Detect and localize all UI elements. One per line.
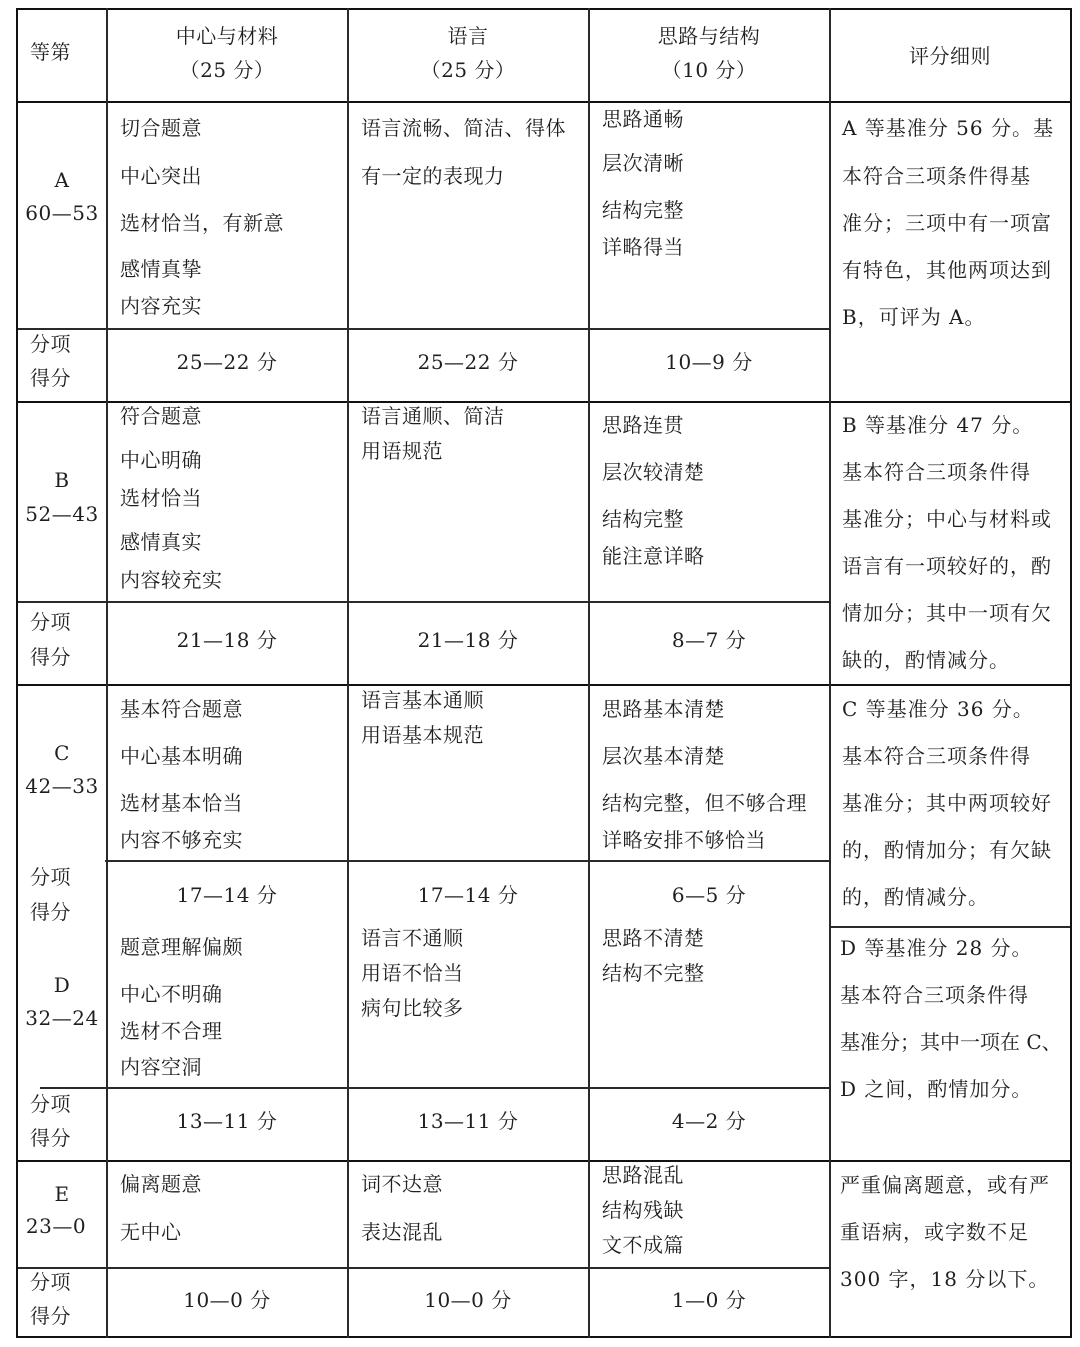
col-line: [347, 8, 349, 1338]
language-item: 病句比较多: [361, 996, 464, 1020]
rules-line: 情加分；其中一项有欠: [842, 601, 1052, 625]
content-score: 13—11 分: [176, 1109, 278, 1133]
grade-separator: [16, 1160, 1072, 1162]
table-top-border: [16, 8, 1072, 10]
content-item: 选材不合理: [120, 1019, 223, 1043]
content-item: 感情真挚: [120, 257, 202, 281]
rules-line: 的，酌情加分；有欠缺: [842, 838, 1052, 862]
header-structure-points: （10 分）: [661, 58, 757, 82]
structure-item: 思路不清楚: [602, 926, 705, 950]
rules-line: 严重偏离题意，或有严: [840, 1173, 1050, 1197]
rules-line: 基本符合三项条件得: [842, 744, 1031, 768]
header-language-title: 语言: [447, 24, 489, 48]
row-line: [16, 328, 830, 330]
header-content-points: （25 分）: [179, 58, 275, 82]
sub-score-label: 得分: [30, 366, 71, 390]
sub-score-label: 得分: [30, 1126, 71, 1150]
rules-line: 有特色，其他两项达到: [842, 258, 1052, 282]
language-score: 13—11 分: [417, 1109, 519, 1133]
content-item: 切合题意: [120, 116, 202, 140]
grade-range: 42—33: [25, 774, 99, 798]
content-item: 内容充实: [120, 294, 202, 318]
rules-line: 基本符合三项条件得: [842, 460, 1031, 484]
content-item: 感情真实: [120, 530, 202, 554]
language-item: 用语规范: [361, 439, 443, 463]
row-line: [590, 860, 830, 862]
language-item: 有一定的表现力: [361, 164, 505, 188]
rules-line: 重语病，或字数不足: [840, 1220, 1029, 1244]
structure-score: 8—7 分: [671, 628, 747, 652]
content-item: 选材恰当: [120, 486, 202, 510]
content-item: 中心基本明确: [120, 744, 243, 768]
structure-item: 结构完整: [602, 507, 684, 531]
rules-line: C 等基准分 36 分。: [842, 697, 1034, 721]
row-line: [40, 1087, 830, 1089]
language-item: 语言通顺、简洁: [361, 404, 505, 428]
col-line: [106, 8, 108, 1338]
structure-item: 结构完整，但不够合理: [602, 791, 807, 815]
header-content-title: 中心与材料: [175, 24, 279, 48]
language-score: 25—22 分: [417, 350, 519, 374]
structure-item: 详略安排不够恰当: [602, 828, 766, 852]
grade-range: 23—0: [25, 1214, 87, 1238]
rules-line: 本符合三项条件得基: [842, 164, 1031, 188]
grade-letter: B: [54, 468, 70, 492]
grade-letter: E: [54, 1182, 70, 1206]
structure-score: 6—5 分: [671, 883, 747, 907]
rules-line: B，可评为 A。: [842, 305, 986, 329]
row-line: [16, 601, 830, 603]
sub-score-label: 分项: [30, 865, 71, 889]
content-score: 21—18 分: [176, 628, 278, 652]
language-item: 词不达意: [361, 1172, 443, 1196]
rules-line: 语言有一项较好的，酌: [842, 554, 1052, 578]
sub-score-label: 得分: [30, 1304, 71, 1328]
table-right-border: [1070, 8, 1072, 1338]
header-structure-title: 思路与结构: [657, 24, 761, 48]
content-score: 10—0 分: [183, 1288, 271, 1312]
rules-line: 的，酌情减分。: [842, 885, 989, 909]
sub-score-label: 分项: [30, 332, 71, 356]
content-item: 无中心: [120, 1220, 182, 1244]
sub-score-label: 得分: [30, 900, 71, 924]
content-item: 选材基本恰当: [120, 791, 243, 815]
structure-item: 结构不完整: [602, 961, 705, 985]
language-score: 21—18 分: [417, 628, 519, 652]
structure-item: 详略得当: [602, 235, 684, 259]
language-item: 语言基本通顺: [361, 688, 484, 712]
grade-range: 52—43: [25, 502, 99, 526]
content-item: 中心明确: [120, 448, 202, 472]
content-item: 题意理解偏颇: [120, 935, 243, 959]
structure-item: 层次较清楚: [602, 460, 705, 484]
grade-letter: D: [53, 973, 71, 997]
content-score: 17—14 分: [176, 883, 278, 907]
sub-score-label: 分项: [30, 1270, 71, 1294]
header-bottom-border: [16, 101, 1072, 103]
rules-line: 300 字，18 分以下。: [840, 1267, 1050, 1291]
content-item: 选材恰当，有新意: [120, 211, 284, 235]
col-line: [829, 8, 831, 1338]
structure-score: 4—2 分: [671, 1109, 747, 1133]
structure-item: 层次基本清楚: [602, 744, 725, 768]
table-bottom-border: [16, 1336, 1072, 1338]
language-item: 语言不通顺: [361, 926, 464, 950]
structure-item: 文不成篇: [602, 1233, 684, 1257]
rules-line: 准分；三项中有一项富: [842, 211, 1052, 235]
content-item: 内容不够充实: [120, 828, 243, 852]
grade-range: 32—24: [25, 1006, 99, 1030]
content-item: 中心不明确: [120, 982, 223, 1006]
structure-item: 层次清晰: [602, 151, 684, 175]
structure-score: 1—0 分: [671, 1288, 747, 1312]
header-grade: 等第: [30, 40, 71, 64]
structure-item: 结构残缺: [602, 1198, 684, 1222]
rules-line: 基准分；其中一项在 C、: [840, 1030, 1062, 1054]
content-item: 内容空洞: [120, 1055, 202, 1079]
sub-score-label: 分项: [30, 610, 71, 634]
grade-letter: C: [54, 741, 70, 765]
structure-item: 思路连贯: [602, 413, 684, 437]
grade-letter: A: [54, 168, 70, 192]
rules-line: D 等基准分 28 分。: [840, 936, 1033, 960]
grade-separator: [16, 401, 1072, 403]
rules-line: B 等基准分 47 分。: [842, 413, 1034, 437]
structure-item: 思路混乱: [602, 1163, 684, 1187]
language-item: 用语基本规范: [361, 723, 484, 747]
grade-separator: [16, 684, 1072, 686]
sub-score-label: 得分: [30, 645, 71, 669]
structure-item: 结构完整: [602, 198, 684, 222]
rules-line: D 之间，酌情加分。: [840, 1077, 1033, 1101]
structure-item: 思路通畅: [602, 107, 684, 131]
content-item: 基本符合题意: [120, 697, 243, 721]
header-language-points: （25 分）: [420, 58, 516, 82]
language-score: 10—0 分: [424, 1288, 512, 1312]
language-score: 17—14 分: [417, 883, 519, 907]
language-item: 表达混乱: [361, 1220, 443, 1244]
col-line: [588, 8, 590, 1338]
content-item: 中心突出: [120, 164, 202, 188]
content-item: 符合题意: [120, 404, 202, 428]
structure-score: 10—9 分: [665, 350, 753, 374]
structure-item: 能注意详略: [602, 544, 705, 568]
language-item: 用语不恰当: [361, 961, 464, 985]
content-score: 25—22 分: [176, 350, 278, 374]
language-item: 语言流畅、简洁、得体: [361, 116, 566, 140]
rules-line: A 等基准分 56 分。基: [842, 116, 1054, 140]
sub-score-label: 分项: [30, 1092, 71, 1116]
rules-line: 基准分；其中两项较好: [842, 791, 1052, 815]
content-item: 内容较充实: [120, 568, 223, 592]
row-line: [16, 1267, 830, 1269]
rules-line: 基本符合三项条件得: [840, 983, 1029, 1007]
content-item: 偏离题意: [120, 1172, 202, 1196]
grade-range: 60—53: [25, 201, 99, 225]
structure-item: 思路基本清楚: [602, 697, 725, 721]
header-rules-title: 评分细则: [909, 44, 991, 68]
rules-line: 缺的，酌情减分。: [842, 648, 1010, 672]
rules-line: 基准分；中心与材料或: [842, 507, 1052, 531]
row-line: [830, 926, 1072, 928]
